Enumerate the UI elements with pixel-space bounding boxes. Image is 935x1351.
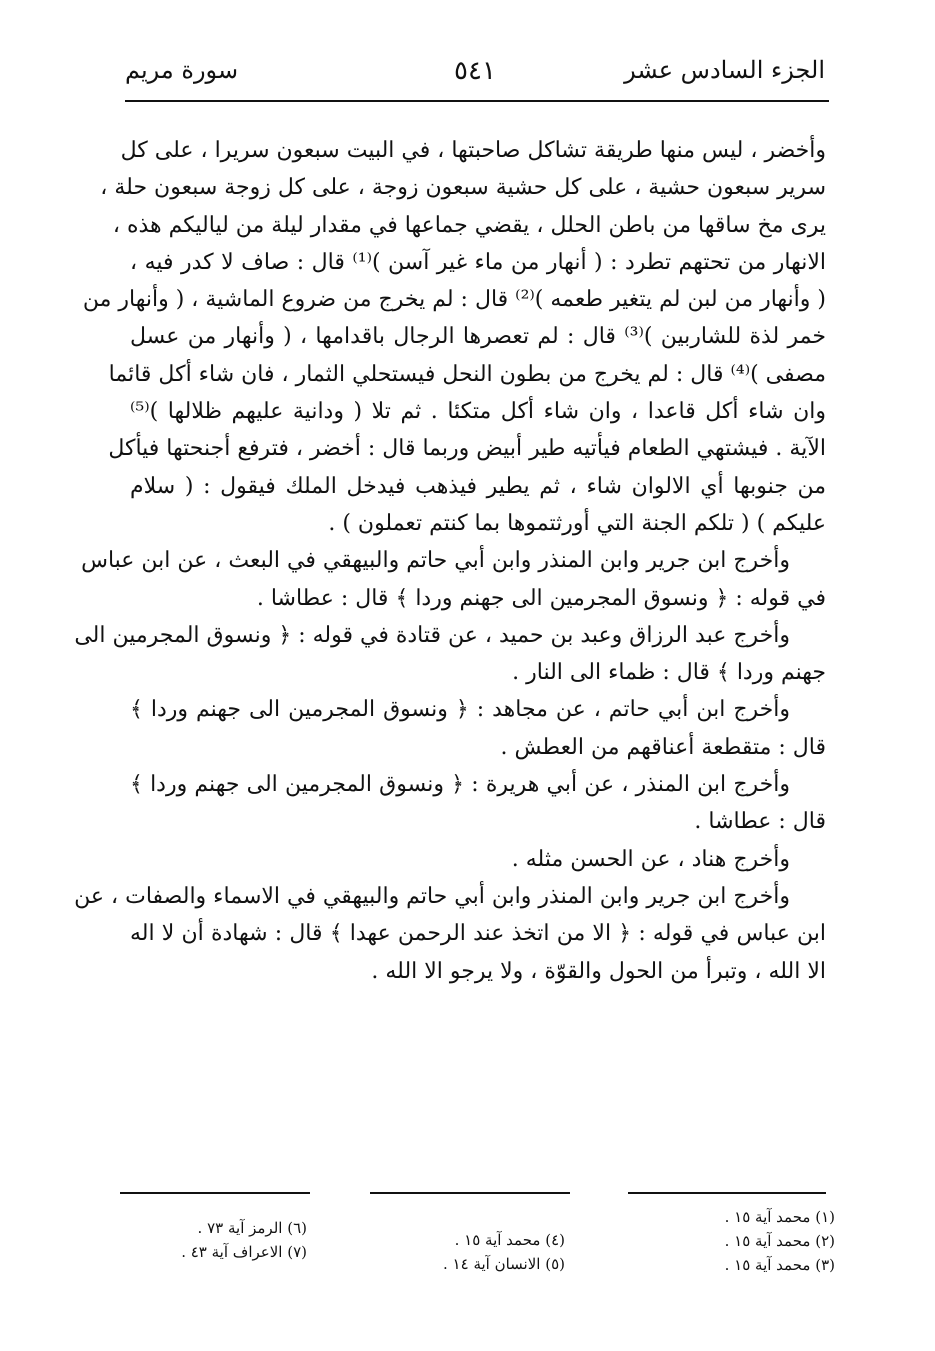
text-line: ابن عباس في قوله : ﴿ الا من اتخذ عند الرحمن عهدا ﴾ قال : شهادة أن لا اله (130, 921, 826, 947)
text-line: الانهار من تحتهم تطرد : ( أنهار من ماء غير آسن )⁽¹⁾ قال : صاف لا كدر فيه ، (130, 249, 826, 275)
text-line: وأخضر ، ليس منها طريقة تشاكل صاحبتها ، في البيت سبعون سريرا ، على كل (120, 138, 826, 163)
text-line: من جنوبها أي الالوان شاء ، ثم يطير فيذهب فيدخل الملك فيقول : ( سلام (130, 473, 826, 499)
paragraph-start: وأخرج ابن أبي حاتم ، عن مجاهد : ﴿ ونسوق المجرمين الى جهنم وردا ﴾ (130, 697, 790, 723)
text-line: مصفى )⁽⁴⁾ قال : لم يخرج من بطون النحل فيستحلي الثمار ، فان شاء أكل قائما (108, 361, 826, 387)
header-rule (125, 100, 829, 102)
body-text (74, 132, 827, 990)
footnote: (٤) محمد آية ١٥ . (454, 1231, 565, 1249)
footnote-rule (120, 1192, 310, 1194)
footnote: (٣) محمد آية ١٥ . (724, 1256, 835, 1274)
part-title: الجزء السادس عشر (624, 56, 825, 84)
text-line: يرى مخ ساقها من باطن الحلل ، يقضي جماعها في مقدار ليلة من لياليكم هذه ، (112, 212, 826, 238)
paragraph-start: وأخرج ابن جرير وابن المنذر وابن أبي حاتم والبيهقي في البعث ، عن ابن عباس (81, 548, 790, 574)
footnote: (٦) الرمز آية ٧٣ . (197, 1219, 307, 1237)
footnote-rule (628, 1192, 826, 1194)
text-line: في قوله : ﴿ ونسوق المجرمين الى جهنم وردا ﴾ قال : عطاشا . (256, 585, 826, 611)
footnote: (١) محمد آية ١٥ . (724, 1208, 835, 1226)
page-number: ٥٤١ (454, 56, 496, 86)
paragraph-start: وأخرج عبد الرزاق وعبد بن حميد ، عن قتادة في قوله : ﴿ ونسوق المجرمين الى (74, 622, 790, 648)
paragraph-start: وأخرج هناد ، عن الحسن مثله . (511, 846, 790, 872)
page-header (125, 52, 825, 98)
text-line: ( وأنهار من لبن لم يتغير طعمه )⁽²⁾ قال : لم يخرج من ضروع الماشية ، ( وأنهار من (82, 287, 826, 313)
text-line: خمر لذة للشاربين )⁽³⁾ قال : لم تعصرها الرجال باقدامها ، ( وأنهار من عسل (130, 324, 827, 350)
footnote: (٢) محمد آية ١٥ . (724, 1232, 835, 1250)
footnote: (٥) الانسان آية ١٤ . (443, 1255, 565, 1273)
footnotes-middle (443, 1228, 565, 1276)
paragraph-start: وأخرج ابن المنذر ، عن أبي هريرة : ﴿ ونسوق المجرمين الى جهنم وردا ﴾ (130, 772, 790, 798)
text-line: عليكم ) ( تلكم الجنة التي أورثتموها بما كنتم تعملون ) . (328, 510, 826, 536)
text-line: الا الله ، وتبرأ من الحول والقوّة ، ولا يرجو الا الله . (371, 958, 826, 984)
footnotes-right (725, 1205, 835, 1277)
text-line: سرير سبعون حشية ، على كل حشية سبعون زوجة ، على كل زوجة سبعون حلة ، (100, 175, 826, 201)
surah-title: سورة مريم (125, 56, 239, 84)
text-line: الآية . فيشتهي الطعام فيأتيه طير أبيض وربما قال : أخضر ، فترفع أجنحتها فيأكل (108, 436, 826, 462)
text-line: جهنم وردا ﴾ قال : ظماء الى النار . (512, 660, 826, 686)
footnote-rule (370, 1192, 570, 1194)
text-line: قال : عطاشا . (694, 809, 826, 835)
footnote: (٧) الاعراف آية ٤٣ . (181, 1243, 307, 1261)
footnotes-left (181, 1216, 307, 1264)
text-line: قال : متقطعة أعناقهم من العطش . (500, 734, 826, 760)
paragraph-start: وأخرج ابن جرير وابن المنذر وابن أبي حاتم والبيهقي في الاسماء والصفات ، عن (74, 883, 790, 909)
text-line: وان شاء أكل قاعدا ، وان شاء أكل متكئا . ثم تلا ( ودانية عليهم ظلالها )⁽⁵⁾ (130, 399, 826, 425)
